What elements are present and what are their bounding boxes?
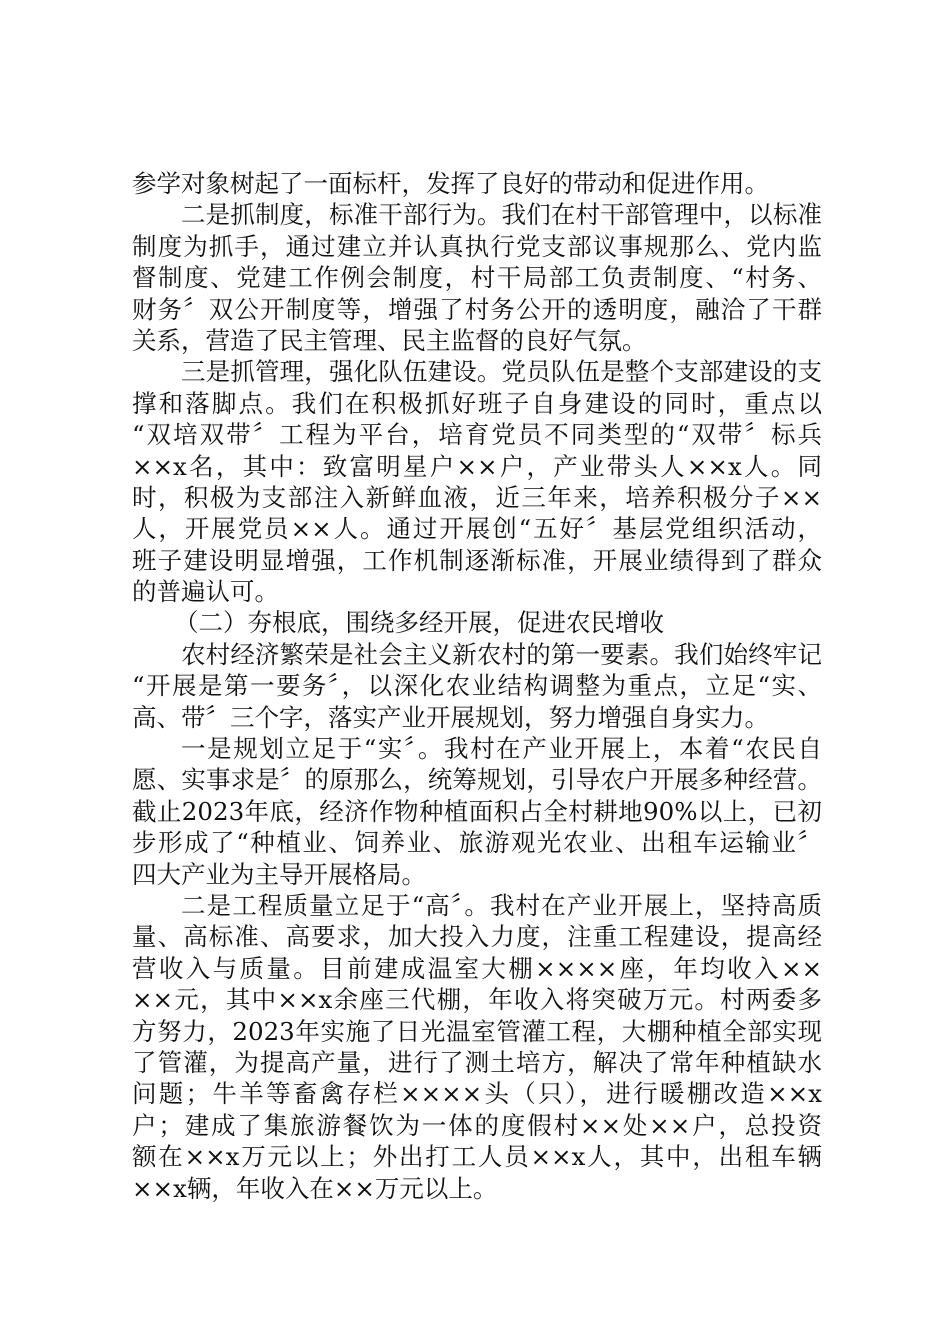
text-line: 了管灌，为提高产量，进行了测土培方，解决了常年种植缺水 xyxy=(132,1047,822,1077)
text-line: 四大产业为主导开展格局。 xyxy=(132,859,426,889)
text-line: 时，积极为支部注入新鲜血液，近三年来，培养积极分子×× xyxy=(132,482,822,512)
text-line: 额在××x万元以上；外出打工人员××x人，其中，出租车辆 xyxy=(132,1142,822,1172)
text-line: 撑和落脚点。我们在积极抓好班子自身建设的同时，重点以 xyxy=(132,388,822,418)
body-text xyxy=(132,168,822,1204)
text-line: 问题；牛羊等畜禽存栏××××头（只），进行暖棚改造××x xyxy=(132,1079,822,1109)
text-line: 参学对象树起了一面标杆，发挥了良好的带动和促进作用。 xyxy=(132,169,769,198)
text-line: 关系，营造了民主管理、民主监督的良好气氛。 xyxy=(132,325,647,355)
text-line: 步形成了“种植业、饲养业、旅游观光农业、出租车运输业〞 xyxy=(132,828,822,858)
text-line: 的普遍认可。 xyxy=(132,577,279,607)
text-line: 高、带〞三个字，落实产业开展规划，努力增强自身实力。 xyxy=(132,702,769,732)
section-heading: （二）夯根底，围绕多经开展，促进农民增收 xyxy=(174,608,664,638)
text-line: 二是工程质量立足于“高〞。我村在产业开展上，坚持高质 xyxy=(181,890,822,920)
text-line: 人，开展党员××人。通过开展创“五好〞基层党组织活动， xyxy=(132,514,822,544)
text-line: “双培双带〞工程为平台，培育党员不同类型的“双带〞标兵 xyxy=(132,420,822,450)
text-line: 二是抓制度，标准干部行为。我们在村干部管理中，以标准 xyxy=(181,200,822,230)
text-line: 财务〞双公开制度等，增强了村务公开的透明度，融洽了干群 xyxy=(132,294,822,324)
text-line: 三是抓管理，强化队伍建设。党员队伍是整个支部建设的支 xyxy=(181,357,822,387)
text-line: 营收入与质量。目前建成温室大棚××××座，年均收入×× xyxy=(132,953,822,983)
text-line: ××x名，其中：致富明星户××户，产业带头人××x人。同 xyxy=(132,451,822,481)
text-line: 督制度、党建工作例会制度，村干局部工负责制度、“村务、 xyxy=(132,263,822,293)
text-line: ××x辆，年收入在××万元以上。 xyxy=(132,1173,498,1203)
text-line: “开展是第一要务〞，以深化农业结构调整为重点，立足“实、 xyxy=(132,671,822,701)
text-line: 农村经济繁荣是社会主义新农村的第一要素。我们始终牢记 xyxy=(181,639,822,669)
text-line: 截止2023年底，经济作物种植面积占全村耕地90%以上，已初 xyxy=(132,796,822,826)
text-line: ××元，其中××x余座三代棚，年收入将突破万元。村两委多 xyxy=(132,985,822,1015)
text-line: 方努力，2023年实施了日光温室管灌工程，大棚种植全部实现 xyxy=(132,1016,822,1046)
text-line: 制度为抓手，通过建立并认真执行党支部议事规那么、党内监 xyxy=(132,231,822,261)
text-line: 愿、实事求是〞的原那么，统筹规划，引导农户开展多种经营。 xyxy=(132,765,822,795)
text-line: 班子建设明显增强，工作机制逐渐标准，开展业绩得到了群众 xyxy=(132,545,822,575)
text-line: 一是规划立足于“实〞。我村在产业开展上，本着“农民自 xyxy=(181,734,822,764)
text-line: 户；建成了集旅游餐饮为一体的度假村××处××户，总投资 xyxy=(132,1110,822,1140)
text-line: 量、高标准、高要求，加大投入力度，注重工程建设，提高经 xyxy=(132,922,822,952)
